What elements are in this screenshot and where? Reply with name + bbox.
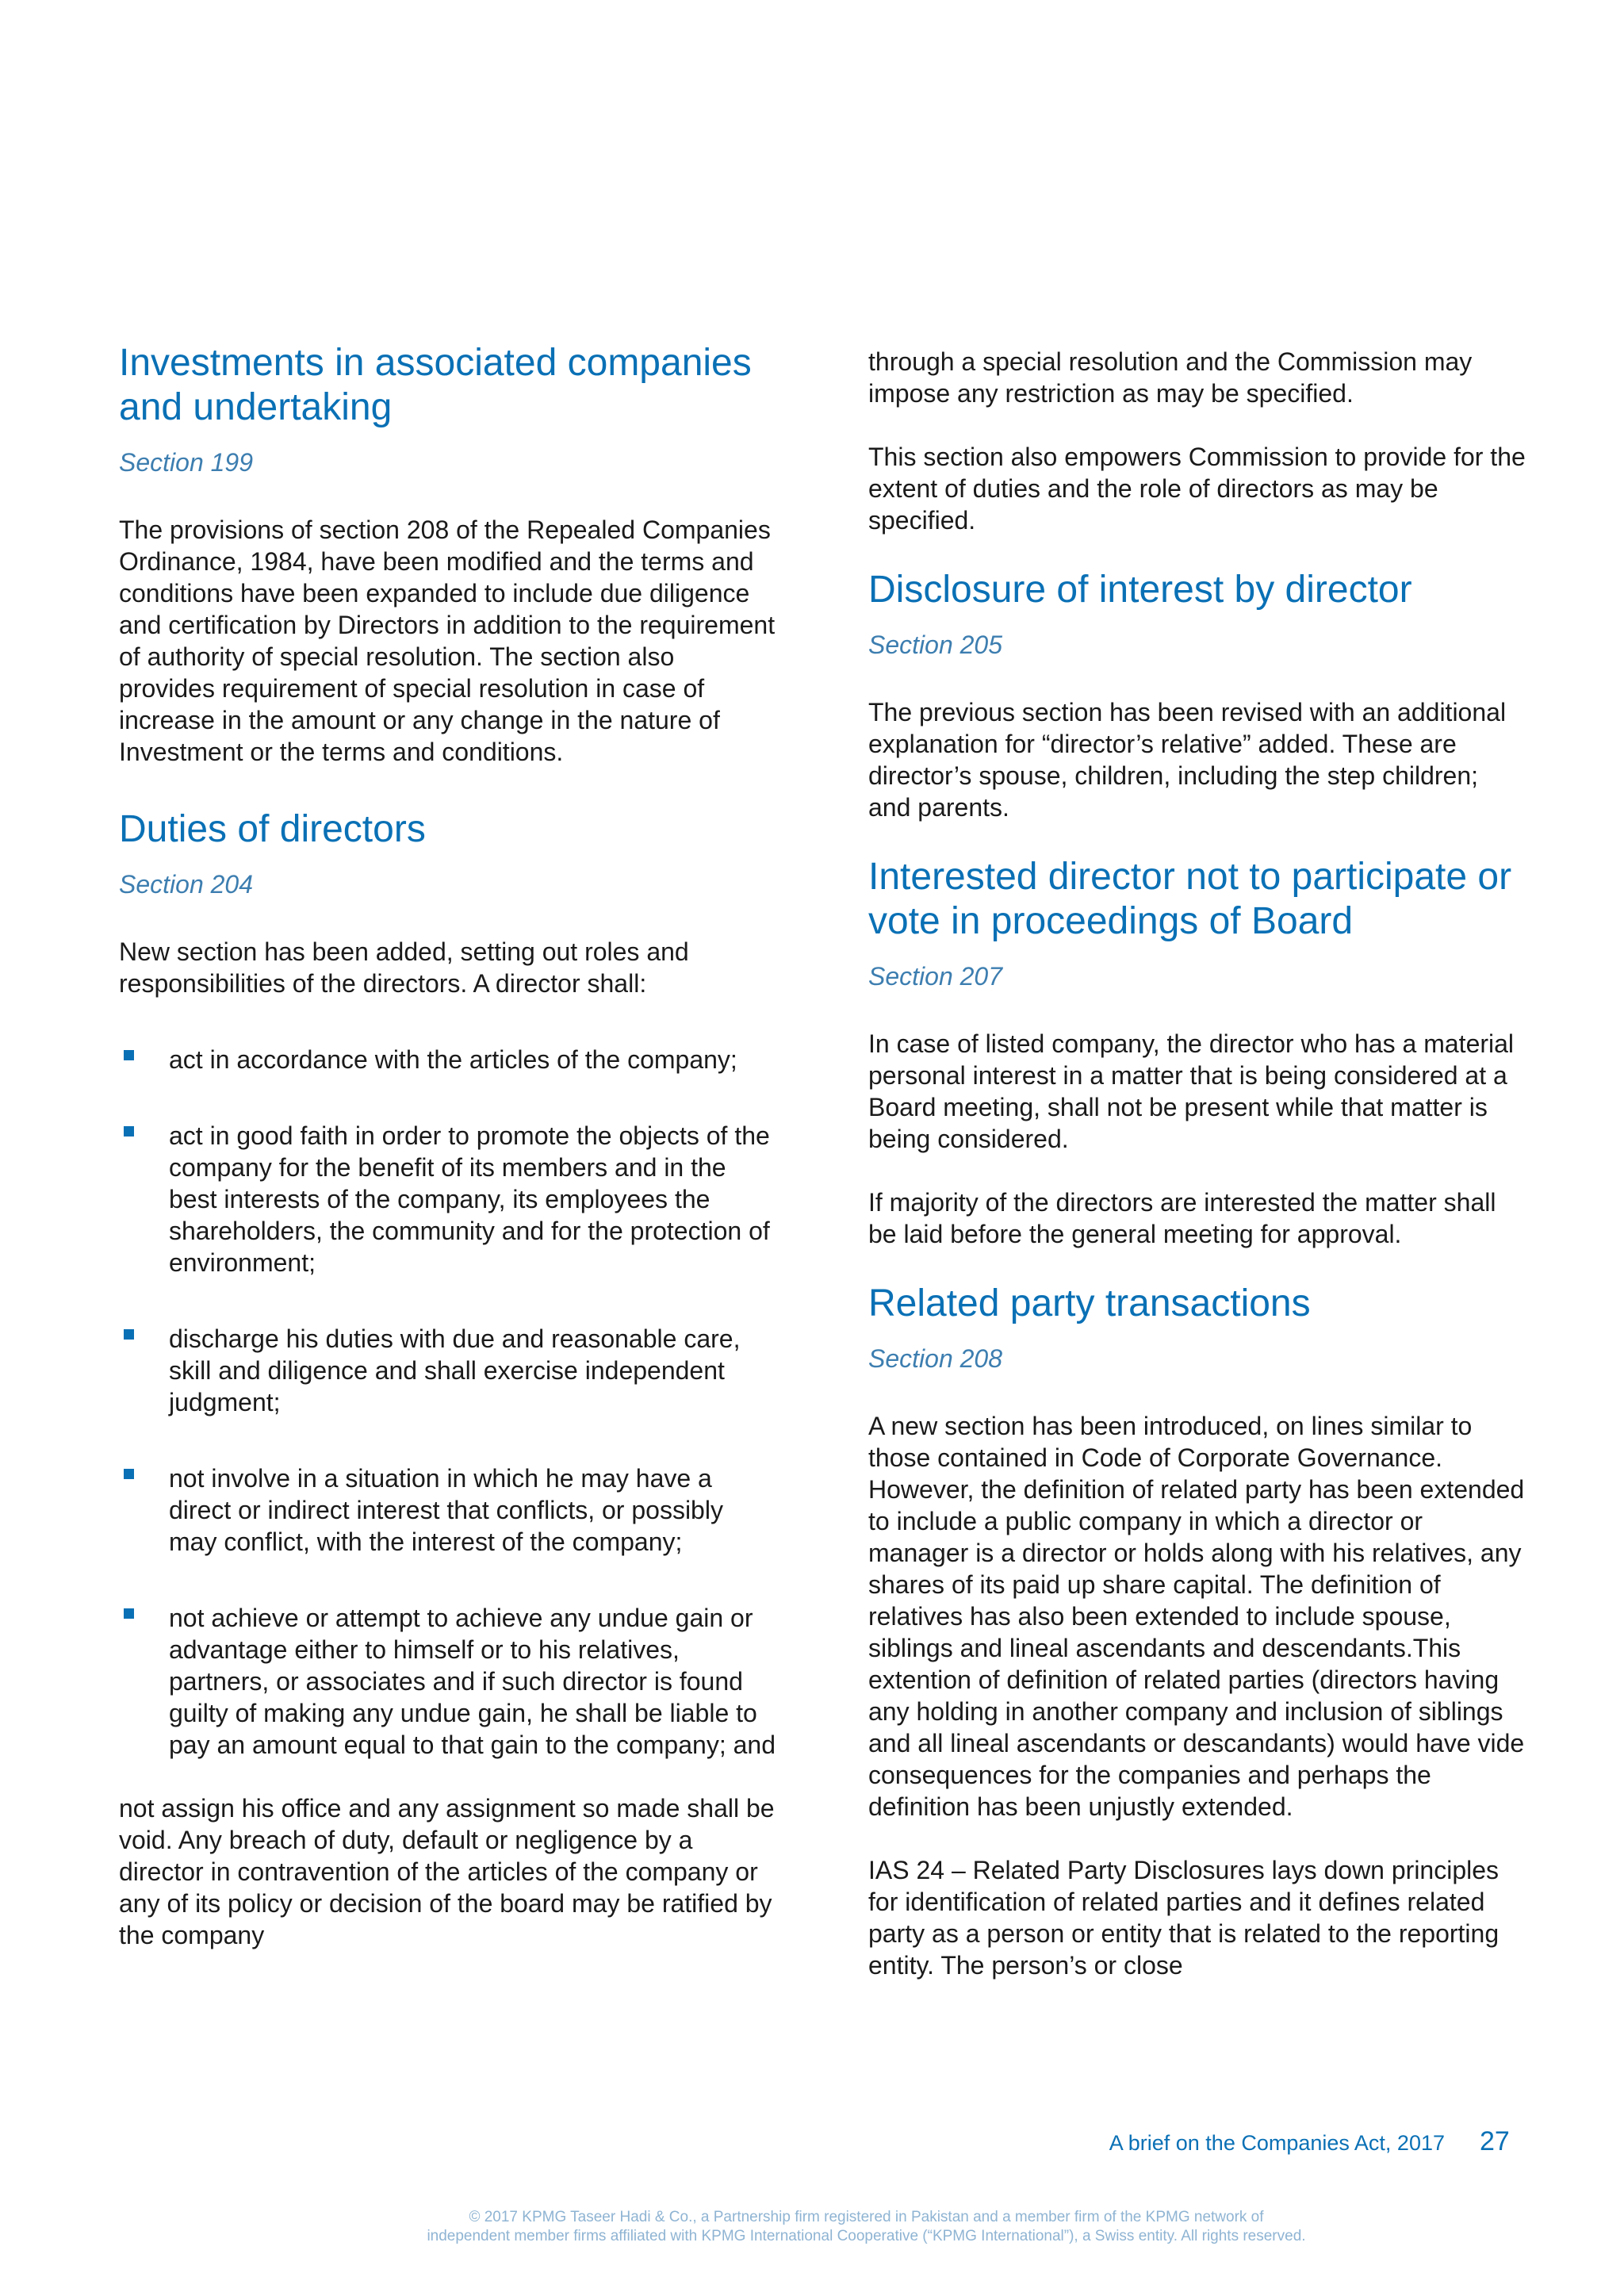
copyright-line-2: independent member firms affiliated with KPMG International Cooperative (“KPMG International”), a Swiss entity. All rights reserved. (427, 2228, 1306, 2244)
footer-document-title: A brief on the Companies Act, 2017 (1109, 2131, 1445, 2155)
square-bullet-icon (124, 1329, 134, 1340)
duties-bullet-list (119, 1044, 777, 1761)
heading-investments: Investments in associated companies and undertaking (119, 342, 752, 428)
list-item: not involve in a situation in which he may have a direct or indirect interest that conflicts, or possibly may conflict, with the interest of the company; (119, 1462, 777, 1558)
investments-body: The provisions of section 208 of the Repealed Companies Ordinance, 1984, have been modified and the terms and conditions have been expanded to include due diligence and certification by Directors in addition to the requirement of authority of special resolution. The section also provides requirement of special resolution in case of increase in the amount or any change in the nature of Investment or the terms and conditions. (119, 516, 776, 766)
right-column (868, 346, 1526, 2013)
list-item: act in good faith in order to promote the objects of the company for the benefit of its members and in the best interests of the company, its employees the shareholders, the community and for the protection of environment; (119, 1120, 777, 1278)
list-item: not achieve or attempt to achieve any undue gain or advantage either to himself or to his relatives, partners, or associates and if such director is found guilty of making any undue gain, he shall be liable to pay an amount equal to that gain to the company; and (119, 1602, 777, 1761)
interested-paragraph-1: In case of listed company, the director who has a material personal interest in a matter that is being considered at a Board meeting, shall not be present while that matter is being considered. (868, 1029, 1515, 1153)
heading-interested-director: Interested director not to participate or vote in proceedings of Board (868, 856, 1512, 942)
continued-paragraph-2: This section also empowers Commission to provide for the extent of duties and the role of directors as may be specified. (868, 443, 1526, 535)
section-208-label: Section 208 (868, 1344, 1003, 1373)
heading-disclosure: Disclosure of interest by director (868, 569, 1412, 611)
copyright-notice (0, 2208, 1624, 2246)
interested-paragraph-2: If majority of the directors are interested the matter shall be laid before the general meeting for approval. (868, 1188, 1496, 1248)
section-199-label: Section 199 (119, 448, 254, 477)
left-column (119, 341, 777, 1983)
related-paragraph-2: IAS 24 – Related Party Disclosures lays down principles for identification of related parties and it defines related party as a person or entity that is related to the reporting entity. The person’s or close (868, 1856, 1500, 1980)
section-207-label: Section 207 (868, 962, 1003, 991)
heading-related-party: Related party transactions (868, 1282, 1311, 1324)
disclosure-body: The previous section has been revised with an additional explanation for “director’s relative” added. These are director’s spouse, children, including the step children; and parents. (868, 698, 1507, 822)
list-item: act in accordance with the articles of the company; (119, 1044, 777, 1075)
square-bullet-icon (124, 1469, 134, 1479)
section-204-label: Section 204 (119, 870, 254, 899)
list-item: discharge his duties with due and reasonable care, skill and diligence and shall exercise independent judgment; (119, 1323, 777, 1418)
heading-duties: Duties of directors (119, 808, 426, 850)
copyright-line-1: © 2017 KPMG Taseer Hadi & Co., a Partnership firm registered in Pakistan and a member firm of the KPMG network of (469, 2209, 1264, 2225)
duties-closing: not assign his office and any assignment so made shall be void. Any breach of duty, default or negligence by a director in contravention of the articles of the company or any of its policy or decision of the board may be ratified by the company (119, 1794, 775, 1949)
square-bullet-icon (124, 1126, 134, 1137)
page-number: 27 (1480, 2126, 1510, 2156)
square-bullet-icon (124, 1050, 134, 1060)
duties-intro: New section has been added, setting out roles and responsibilities of the directors. A director shall: (119, 937, 689, 998)
square-bullet-icon (124, 1608, 134, 1619)
continued-paragraph-1: through a special resolution and the Commission may impose any restriction as may be specified. (868, 347, 1473, 408)
related-paragraph-1: A new section has been introduced, on lines similar to those contained in Code of Corporate Governance. However, the definition of related party has been extended to include a public company in which a director or manager is a director or holds along with his relatives, any shares of its paid up share capital. The definition of relatives has also been extended to include spouse, siblings and lineal ascendants and descendants.This extention of definition of related parties (directors having any holding in another company and inclusion of siblings and all lineal ascendants or descandants) would have vide consequences for the companies and perhaps the definition has been unjustly extended. (868, 1412, 1525, 1821)
section-205-label: Section 205 (868, 631, 1003, 659)
